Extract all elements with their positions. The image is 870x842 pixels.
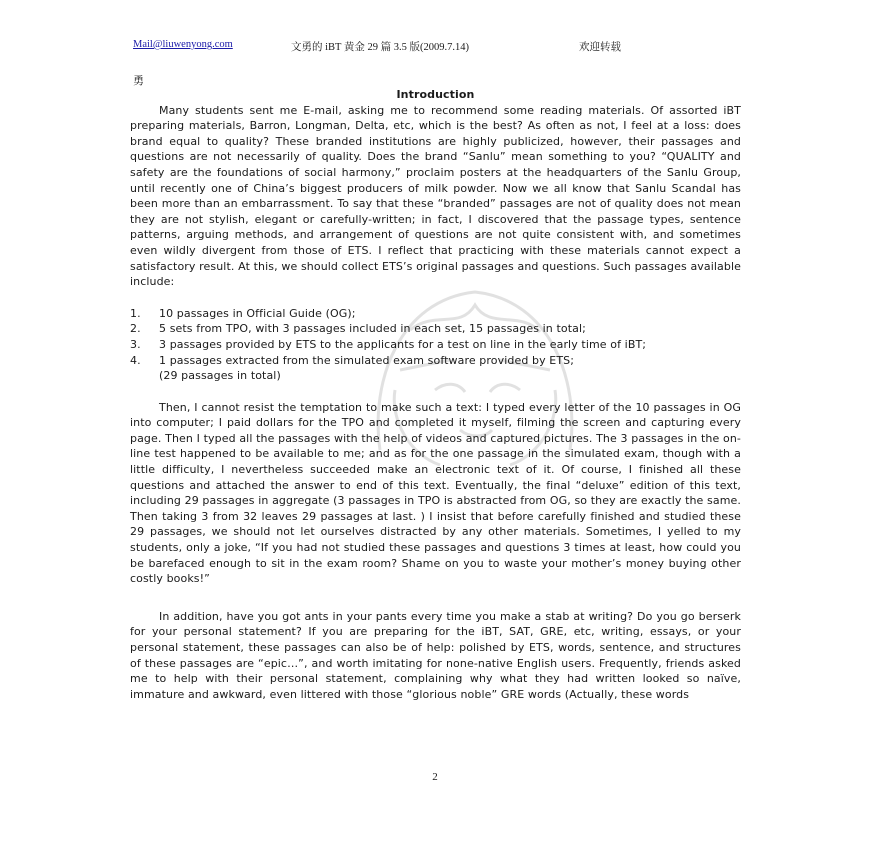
list-total: (29 passages in total) — [159, 369, 281, 383]
passage-source-list — [130, 306, 741, 368]
page-header — [133, 39, 753, 55]
list-item — [130, 337, 741, 353]
list-item-number: 1. — [130, 306, 141, 320]
list-item-number: 2. — [130, 322, 141, 336]
list-item-text: 5 sets from TPO, with 3 passages included in each set, 15 passages in total; — [159, 322, 586, 336]
author-name: 勇 — [133, 75, 144, 87]
list-item — [130, 321, 741, 337]
list-item-number: 3. — [130, 337, 141, 351]
list-item — [130, 353, 741, 369]
header-note: 欢迎转载 — [579, 42, 621, 53]
paragraph-1: Many students sent me E-mail, asking me to recommend some reading materials. Of assorted iBT preparing materials, Barron, Longman, Delta, etc, which is the best? As often as not, I feel at a loss: does brand equal to quality? These branded institutions are highly publicized, however, their passages and questions are not necessarily of quality. Does the brand “Sanlu” mean something to you? “QUALITY and safety are the foundations of social harmony,” proclaim posters at the headquarters of the Sanlu Group, until recently one of China’s biggest producers of milk powder. Now we all know that Sanlu Scandal has been more than an embarrassment. To say that these “branded” passages are not of quality does not mean they are not stylish, elegant or carefully-written; in fact, I discovered that the passage types, sentence patterns, arguing methods, and arrangement of questions are not quite consistent with, and sometimes even wildly divergent from those of ETS. I reflect that practicing with these materials cannot expect a satisfactory result. At this, we should collect ETS’s original passages and questions. Such passages available include: — [130, 103, 741, 289]
list-item-number: 4. — [130, 353, 141, 367]
document-body — [130, 87, 741, 702]
section-title: Introduction — [396, 88, 475, 101]
list-item-text: 10 passages in Official Guide (OG); — [159, 306, 356, 320]
header-email-link[interactable]: Mail@liuwenyong.com — [133, 39, 233, 50]
page-number: 2 — [432, 771, 438, 783]
list-item-text: 3 passages provided by ETS to the applicants for a test on line in the early time of iBT; — [159, 337, 647, 351]
list-item-text: 1 passages extracted from the simulated exam software provided by ETS; — [159, 353, 575, 367]
header-title: 文勇的 iBT 黄金 29 篇 3.5 版(2009.7.14) — [291, 42, 470, 53]
list-item — [130, 306, 741, 322]
paragraph-3: In addition, have you got ants in your pants every time you make a stab at writing? Do you go berserk for your personal statement? If you are preparing for the iBT, SAT, GRE, etc, writing, essays, or your personal statement, these passages can also be of help: polished by ETS, words, sentence, and structures of these passages are “epic…”, and worth imitating for none-native English users. Frequently, friends asked me to help with their personal statement, complaining why what they had written looked so naïve, immature and awkward, even littered with those “glorious noble” GRE words (Actually, these words — [130, 609, 741, 701]
paragraph-2: Then, I cannot resist the temptation to make such a text: I typed every letter of the 10 passages in OG into computer; I paid dollars for the TPO and completed it myself, filming the screen and capturing every page. Then I typed all the passages with the help of videos and captured pictures. The 3 passages in the on-line test happened to be available to me; and as for the one passage in the simulated exam, though with a little difficulty, I nevertheless succeeded make an electronic text of it. Of course, I finished all these questions and attached the answer to end of this text. Eventually, the final “deluxe” edition of this text, including 29 passages in aggregate (3 passages in TPO is abstracted from OG, so they are exactly the same. Then taking 3 from 32 leaves 29 passages at last. ) I insist that before carefully finished and studied these 29 passages, we should not let ourselves distracted by any other materials. Sometimes, I yelled to my students, only a joke, “If you had not studied these passages and questions 3 times at least, how could you be barefaced enough to sit in the exam room? Shame on you to waste your mother’s money buying other costly books!” — [130, 400, 741, 586]
